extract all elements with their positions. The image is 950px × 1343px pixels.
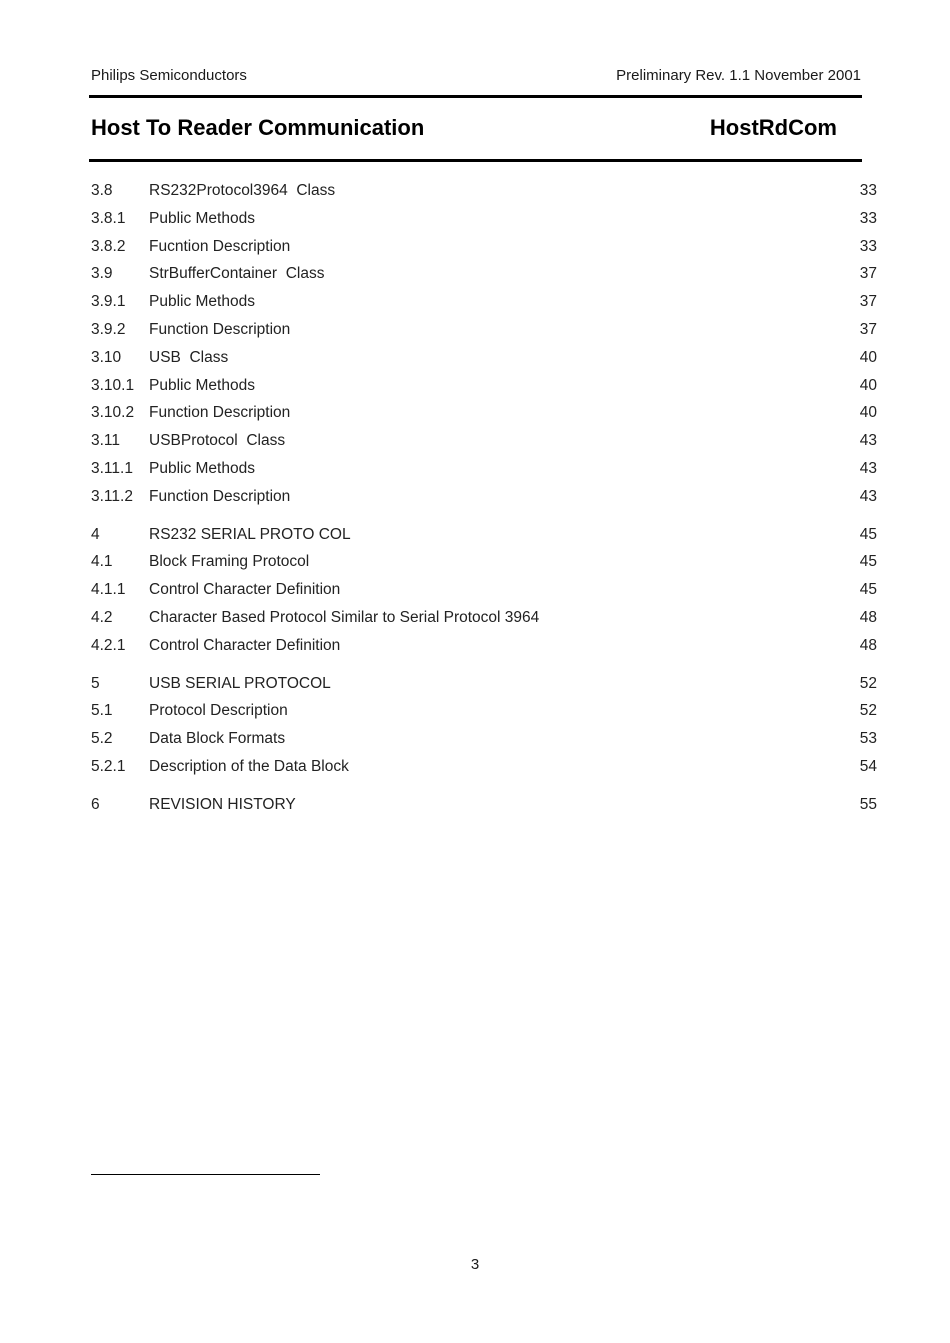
toc-number: 3.10.1: [91, 376, 135, 394]
toc-entry[interactable]: [91, 319, 877, 347]
document-title: Host To Reader Communication: [91, 115, 425, 140]
toc-page: 52: [859, 702, 877, 720]
toc-entry[interactable]: [91, 263, 877, 291]
toc-label: Protocol Description: [149, 702, 288, 720]
toc-entry[interactable]: [91, 236, 877, 264]
toc-number: 5.2: [91, 730, 113, 748]
toc-entry[interactable]: [91, 347, 877, 375]
toc-number: 3.10.2: [91, 404, 135, 422]
toc-page: 48: [859, 636, 877, 654]
toc-label: Public Methods: [149, 376, 255, 394]
toc-label: USB Class: [149, 348, 229, 366]
toc-label: Public Methods: [149, 209, 255, 227]
toc-entry[interactable]: [91, 208, 877, 236]
toc-number: 3.8.1: [91, 209, 126, 227]
header-rule: [89, 95, 862, 98]
company-name: Philips Semiconductors: [91, 67, 247, 84]
toc-number: 3.9: [91, 265, 113, 283]
toc-page: 40: [859, 348, 877, 366]
toc-page: 55: [859, 795, 877, 813]
toc-page: 45: [859, 553, 877, 571]
toc-label: Public Methods: [149, 459, 255, 477]
toc-entry[interactable]: [91, 291, 877, 319]
toc-page: 37: [859, 265, 877, 283]
toc-number: 3.9.2: [91, 320, 126, 338]
toc-number: 6: [91, 795, 100, 813]
toc-page: 43: [859, 432, 877, 450]
toc-page: 40: [859, 404, 877, 422]
toc-label: Control Character Definition: [149, 581, 341, 599]
toc-label: USB SERIAL PROTOCOL: [149, 674, 331, 692]
toc-entry[interactable]: [91, 700, 877, 728]
revision-info: Preliminary Rev. 1.1 November 2001: [616, 67, 861, 84]
toc-page: 37: [859, 293, 877, 311]
toc-entry[interactable]: [91, 673, 877, 701]
toc-page: 43: [859, 459, 877, 477]
toc-number: 4.1: [91, 553, 113, 571]
toc-entry[interactable]: [91, 579, 877, 607]
toc-entry[interactable]: [91, 794, 877, 822]
toc-label: Block Framing Protocol: [149, 553, 310, 571]
toc-page: 54: [859, 757, 877, 775]
footnote-separator: [91, 1174, 320, 1175]
toc-number: 5.2.1: [91, 757, 126, 775]
document-code: HostRdCom: [709, 115, 837, 140]
toc-page: 53: [859, 730, 877, 748]
toc-page: 33: [859, 209, 877, 227]
toc-number: 3.8.2: [91, 237, 126, 255]
toc-label: Description of the Data Block: [149, 757, 349, 775]
toc-page: 52: [859, 674, 877, 692]
toc-page: 45: [859, 581, 877, 599]
toc-number: 4: [91, 525, 100, 543]
toc-entry[interactable]: [91, 524, 877, 552]
toc-label: Fucntion Description: [149, 237, 291, 255]
toc-label: Public Methods: [149, 293, 255, 311]
toc-page: 48: [859, 608, 877, 626]
toc-entry[interactable]: [91, 430, 877, 458]
toc-number: 4.2.1: [91, 636, 126, 654]
toc-label: Control Character Definition: [149, 636, 341, 654]
toc-page: 33: [859, 237, 877, 255]
toc-entry[interactable]: [91, 180, 877, 208]
toc-page: 40: [859, 376, 877, 394]
toc-number: 3.8: [91, 182, 113, 199]
toc-page: 45: [859, 525, 877, 543]
toc-label: Character Based Protocol Similar to Serial Protocol 3964: [149, 608, 540, 626]
page-header: [91, 67, 861, 87]
toc-label: Function Description: [149, 404, 291, 422]
toc-number: 4.1.1: [91, 581, 126, 599]
toc-label: RS232 SERIAL PROTO COL: [149, 525, 351, 543]
title-rule: [89, 159, 862, 162]
toc-page: 43: [859, 487, 877, 505]
toc-entry[interactable]: [91, 728, 877, 756]
toc-number: 3.11.1: [91, 459, 133, 477]
toc-label: RS232Protocol3964 Class: [149, 182, 336, 199]
toc-number: 4.2: [91, 608, 113, 626]
toc-entry[interactable]: [91, 375, 877, 403]
toc-number: 3.9.1: [91, 293, 126, 311]
toc-number: 3.10: [91, 348, 122, 366]
toc-entry[interactable]: [91, 402, 877, 430]
table-of-contents: [91, 180, 877, 822]
toc-number: 3.11: [91, 432, 121, 450]
toc-entry[interactable]: [91, 756, 877, 784]
toc-entry[interactable]: [91, 486, 877, 514]
toc-label: Data Block Formats: [149, 730, 286, 748]
toc-number: 5.1: [91, 702, 113, 720]
toc-label: Function Description: [149, 487, 291, 505]
toc-entry[interactable]: [91, 458, 877, 486]
document-title-row: [91, 115, 837, 145]
toc-entry[interactable]: [91, 551, 877, 579]
page-number: 3: [470, 1256, 480, 1273]
toc-entry[interactable]: [91, 635, 877, 663]
toc-label: Function Description: [149, 320, 291, 338]
toc-page: 37: [859, 320, 877, 338]
toc-entry[interactable]: [91, 607, 877, 635]
toc-number: 3.11.2: [91, 487, 133, 505]
toc-label: REVISION HISTORY: [149, 795, 296, 813]
toc-label: USBProtocol Class: [149, 432, 286, 450]
toc-number: 5: [91, 674, 100, 692]
toc-page: 33: [859, 182, 877, 199]
toc-label: StrBufferContainer Class: [149, 265, 325, 283]
